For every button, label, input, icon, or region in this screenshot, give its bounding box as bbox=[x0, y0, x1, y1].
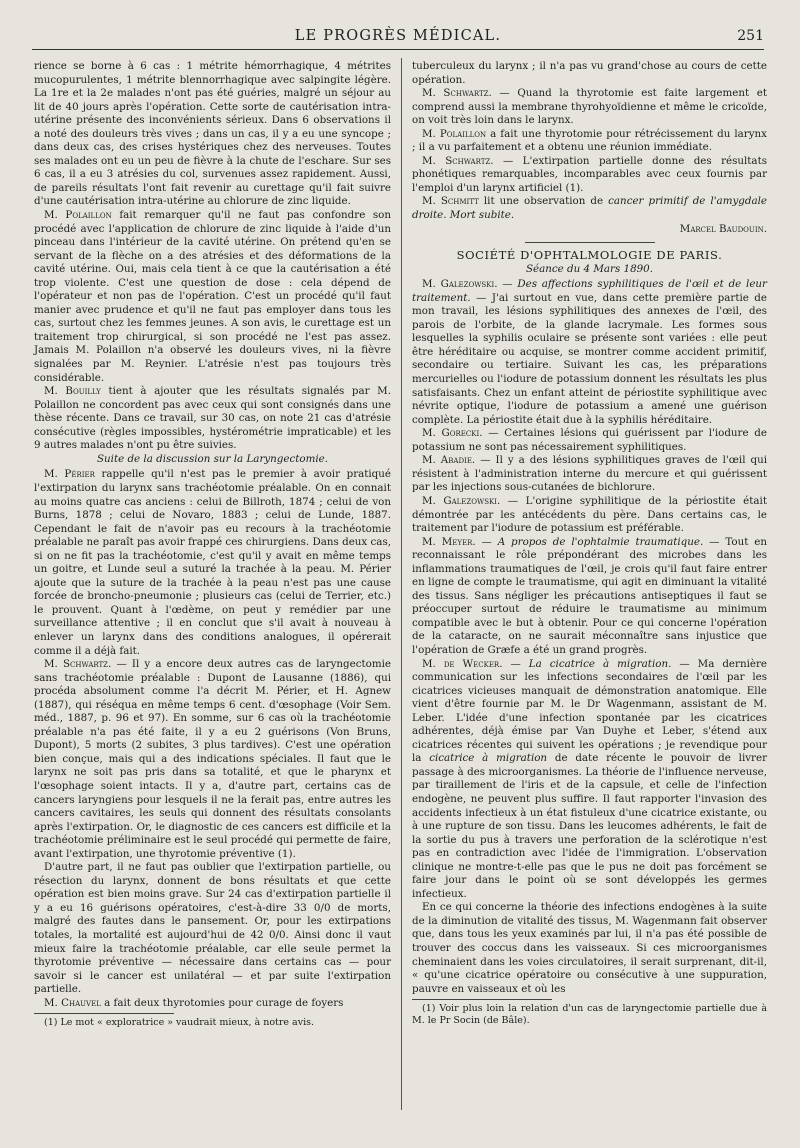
italic-title: cancer primitif de l'amygdale droite. Mort subite. bbox=[412, 195, 767, 222]
paragraph bbox=[412, 536, 767, 658]
paragraph bbox=[34, 468, 391, 658]
italic-title: — Des affections syphilitiques de l'œil et de leur traitement. bbox=[412, 278, 767, 304]
paragraph bbox=[412, 427, 767, 454]
paragraph-text: — J'ai surtout en vue, dans cette première partie de mon travail, les lésions syphilitiques des annexes de l'œil, des parois de l'orbite, de la glande lacrymale. Les formes sous lesquelles la syphilis oculaire se présente sont variées : elle peut être héréditaire ou acquise, se montrer comme accident primitif, secondaire ou tertiaire. Suivant les cas, les préparations mercurielles ou l'iodure de potassium donnent les résultats les plus satisfaisants. Chez un enfant atteint de périostite syphilitique avec névrite optique, l'iodure de potassium a amené une guérison complète. La périostite était due à la syphilis héréditaire. bbox=[412, 291, 767, 426]
italic-term: cicatrice à migration bbox=[429, 752, 548, 765]
footnote: (1) Le mot « exploratrice » vaudrait mieux, à notre avis. bbox=[44, 1017, 315, 1029]
speaker-name: M. Galezowski. bbox=[422, 494, 501, 507]
paragraph bbox=[412, 454, 767, 495]
paragraph bbox=[412, 155, 767, 196]
running-header bbox=[32, 27, 764, 50]
italic-title: — La cicatrice à migration. bbox=[502, 657, 672, 670]
speaker-name: M. Galezowski. bbox=[422, 278, 498, 291]
paragraph-text: — Il y a encore deux autres cas de laryngectomie sans trachéotomie préalable : Dupont de Lausanne (1886), qui procéda absolument comme l'a décrit M. Périer, et H. Agnew (1887), qui réséqua en même temps 6 cent. d'œsophage (Voir Sem. méd., 1887, p. 96 et 97). En somme, sur 6 cas où la trachéotomie préalable n'a pas été faite, il y a eu 2 guérisons (Von Bruns, Dupont), 5 morts (2 subites, 3 plus tardives). C'est une opération bien conçue, mais qui a des indications spéciales. Il faut que le larynx ne soit pas pris dans sa totalité, et que le pharynx et l'œsophage soient intacts. Il y a, d'autre part, certains cas de cancers laryngiens pour lesquels il ne la ferait pas, entre autres les cancers cavitaires, les seuls qui donnent des résultats consolants après l'extirpation. Or, le diagnostic de ces cancers est difficile et la trachéotomie préliminaire est le seul procédé qui permette de faire, avant l'extirpation, une thyrotomie préventive (1). bbox=[34, 658, 391, 860]
footnote-rule bbox=[412, 999, 552, 1000]
paragraph-text: a fait une thyrotomie pour rétrécissement du larynx ; il a vu parfaitement et a obtenu une réunion immédiate. bbox=[412, 127, 767, 154]
speaker-name: M. Schwartz. bbox=[44, 658, 112, 671]
speaker-name: M. Gorecki. bbox=[422, 427, 483, 440]
footnote-rule bbox=[34, 1013, 174, 1014]
paragraph: En ce qui concerne la théorie des infections endogènes à la suite de la diminution de vitalité des tissus, M. Wagenmann fait observer que, dans tous les yeux examinés par lui, il n'a pas été possible de trouver des coccus dans les vaisseaux. Si ces microorganismes cheminaient dans les voies circulatoires, il serait surprenant, dit-il, « qu'une cicatrice opératoire ou consécutive à une suppuration, pauvre en vaisseaux et où les bbox=[412, 901, 767, 995]
speaker-name: M. Polaillon bbox=[422, 127, 487, 140]
speaker-name: M. Chauvel bbox=[44, 996, 101, 1009]
speaker-name: M. Schwartz. bbox=[422, 87, 492, 100]
paragraph-text: lit une observation de bbox=[478, 195, 609, 208]
paragraph-text: de date récente le pouvoir de livrer passage à des microorganismes. La théorie de l'influence nerveuse, par tiraillement de l'iris et de la capsule, et celle de l'infection endogène, ne peuvent plus suffire. Il faut rapporter l'invasion des accidents infectieux à un état fistuleux d'une cicatrice existante, ou à une rupture de son tissu. Dans les leucomes adhérents, le fait de la sortie du pus à travers une perforation de la sclérotique n'est pas en contradiction avec l'idée de l'immigration. L'observation clinique ne montre-t-elle pas que le pus ne doit pas forcément se faire jour dans le point où se sont développés les germes infectieux. bbox=[412, 752, 767, 900]
footnote: (1) Voir plus loin la relation d'un cas de laryngectomie partielle due à M. le Pr Socin (de Bâle). bbox=[412, 1003, 767, 1027]
speaker-name: M. de Wecker. bbox=[422, 657, 503, 670]
paragraph-text: — L'extirpation partielle donne des résultats phonétiques remarquables, incomparables avec ceux fournis par l'emploi d'un larynx artificiel (1). bbox=[412, 154, 767, 194]
author-signature: Marcel Baudouin. bbox=[679, 222, 767, 235]
paragraph: D'autre part, il ne faut pas oublier que l'extirpation partielle, ou résection du larynx, donnent de bons résultats et que cette opération est bien moins grave. Sur 24 cas d'extirpation partielle il y a eu 16 guérisons opératoires, c'est-à-dire 33 0/0 de morts, malgré des fautes dans le pansement. Or, pour les extirpations totales, la mortalité est aujourd'hui de 42 0/0. Ainsi donc il vaut mieux faire la trachéotomie préalable, car elle seule permet la thyrotomie préventive — nécessaire dans certains cas — pour savoir si le cancer est unilatéral — et par suite l'extirpation partielle. bbox=[34, 861, 391, 996]
paragraph bbox=[412, 495, 767, 536]
paragraph bbox=[412, 195, 767, 222]
italic-title: — A propos de l'ophtalmie traumatique. bbox=[475, 535, 704, 548]
paragraph bbox=[34, 385, 391, 453]
paragraph-text: rappelle qu'il n'est pas le premier à avoir pratiqué l'extirpation du larynx sans trachéotomie préalable. On en connait au moins quatre cas anciens : celui de Billroth, 1874 ; celui de von Burns, 1878 ; celui de Novaro, 1883 ; celui de Lunde, 1887. Cependant le fait de n'avoir pas eu recours à la trachéotomie préalable ne paraît pas avoir frappé ces chirurgiens. Dans deux cas, si on ne fit pas la trachéotomie, c'est qu'il y avait en même temps un goitre, et Lunde seul a suturé la trachée à la peau. M. Périer ajoute que la suture de la trachée à la peau n'est pas une cause forcée de broncho-pneumonie ; plusieurs cas (celui de Terrier, etc.) le prouvent. Quant à l'œdème, on peut y remédier par une surveillance attentive ; il en conclut que s'il avait à nouveau à enlever un larynx dans des conditions analogues, il opérerait comme il a déjà fait. bbox=[34, 468, 391, 657]
paragraph: tuberculeux du larynx ; il n'a pas vu grand'chose au cours de cette opération. bbox=[412, 60, 767, 86]
paragraph-text: — Certaines lésions qui guérissent par l'iodure de potassium ne sont pas nécessairement syphilitiques. bbox=[412, 427, 767, 453]
paragraph-text: — Ma dernière communication sur les infections secondaires de l'œil par les cicatrices vicieuses manquait de démonstration anatomique. Elle vient d'être fournie par M. le Dr Wagenmann, assistant de M. Leber. L'idée d'une infection spontanée par les cicatrices adhérentes, déjà émise par Van Duyhe et Leber, s'étend aux cicatrices récentes qui suivent les opérations ; je revendique pour la bbox=[412, 657, 767, 765]
paragraph bbox=[412, 87, 767, 128]
speaker-name: M. Polaillon bbox=[44, 209, 112, 222]
session-date: Séance du 4 Mars 1890. bbox=[525, 262, 653, 275]
speaker-name: M. Meyer. bbox=[422, 535, 476, 548]
speaker-name: M. Abadie. bbox=[422, 454, 476, 467]
paragraph-text: — Il y a des lésions syphilitiques graves de l'œil qui résistent à l'administration interne du mercure et qui guérissent par les injections sous-cutanées de bichlorure. bbox=[412, 454, 767, 494]
journal-title: LE PROGRÈS MÉDICAL. bbox=[294, 28, 502, 44]
paragraph-text: tient à ajouter que les résultats signalés par M. Polaillon ne concordent pas avec ceux qui sont consignés dans une thèse récente. Dans ce travail, sur 30 cas, on note 21 cas d'atrésie consécutive (règles impossibles, hystérométrie impraticable) et les 9 autres malades n'ont pu être suivies. bbox=[34, 385, 391, 452]
speaker-name: M. Schwartz. bbox=[422, 154, 494, 167]
paragraph bbox=[34, 209, 391, 385]
paragraph-text: — Tout en reconnaissant le rôle prépondérant des microbes dans les inflammations traumatiques de l'œil, je crois qu'il faut faire entrer en ligne de compte le traumatisme, qui agit en diminuant la vitalité des tissus. Sans négliger les précautions antiseptiques il faut se préoccuper surtout de réduire le traumatisme au minimum compatible avec le but à obtenir. Pour ce qui concerne l'opération de la cataracte, on ne saurait méconnaître sans injustice que l'opération de Græfe a été un grand progrès. bbox=[412, 535, 767, 656]
section-title: SOCIÉTÉ D'OPHTALMOLOGIE DE PARIS. bbox=[456, 248, 723, 263]
column-divider bbox=[401, 58, 402, 1110]
speaker-name: M. Bouilly bbox=[44, 385, 101, 398]
paragraph bbox=[412, 278, 767, 427]
speaker-name: M. Périer bbox=[44, 468, 95, 481]
left-column bbox=[34, 60, 391, 1029]
paragraph-text: fait remarquer qu'il ne faut pas confondre son procédé avec l'application de chlorure de zinc liquide à l'aide d'un pinceau dans l'intérieur de la cavité utérine. On prétend qu'en se servant de la flèche on a des atrésies et des déformations de la cavité utérine. Oui, mais cela tient à ce que la cautérisation a été trop violente. C'est une question de dose : cela dépend de l'opérateur et non pas de l'opération. C'est un procédé qu'il faut manier avec prudence et qu'il ne faut pas employer dans tous les cas, surtout chez les femmes jeunes. A son avis, le curettage est un traitement trop chirurgical, si son procédé ne l'est pas assez. Jamais M. Polaillon n'a observé les douleurs vives, ni la fièvre signalées par M. Reynier. L'atrésie n'est pas toujours très considérable. bbox=[34, 209, 391, 384]
right-column bbox=[412, 60, 767, 1027]
speaker-name: M. Schmitt bbox=[422, 195, 479, 208]
paragraph bbox=[412, 658, 767, 902]
paragraph bbox=[34, 658, 391, 861]
paragraph-text: — L'origine syphilitique de la périostite était démontrée par les antécédents du père. Dans certains cas, le traitement par l'iodure de potassium est préférable. bbox=[412, 494, 767, 535]
paragraph-text: — Quand la thyrotomie est faite largement et comprend aussi la membrane thyrohyoïdienne et même le cricoïde, on voit très loin dans le larynx. bbox=[412, 87, 767, 127]
paragraph-text: a fait deux thyrotomies pour curage de foyers bbox=[100, 996, 344, 1009]
paragraph bbox=[412, 128, 767, 155]
discussion-subtitle: Suite de la discussion sur la Laryngectomie. bbox=[96, 452, 329, 465]
page-number: 251 bbox=[737, 28, 764, 44]
section-separator bbox=[525, 242, 655, 243]
paragraph bbox=[34, 997, 391, 1011]
paragraph: rience se borne à 6 cas : 1 métrite hémorrhagique, 4 métrites mucopurulentes, 1 métrite blennorrhagique avec salpingite légère. La 1re et la 2e malades n'ont pas été guéries, malgré un séjour au lit de 40 jours après l'opération. Cette sorte de cautérisation intra-utérine présente des inconvénients sérieux. Dans 6 observations il a noté des douleurs très vives ; dans un cas, il y a eu une syncope ; dans deux cas, des crises hystériques chez des nerveuses. Toutes ses malades ont eu un peu de fièvre à la chute de l'eschare. Sur ses 6 cas, il a eu 3 atrésies du col, survenues assez rapidement. Aussi, de pareils résultats l'ont fait revenir au curettage qu'il fait suivre d'une cautérisation intra-utérine au chlorure de zinc liquide. bbox=[34, 60, 391, 208]
